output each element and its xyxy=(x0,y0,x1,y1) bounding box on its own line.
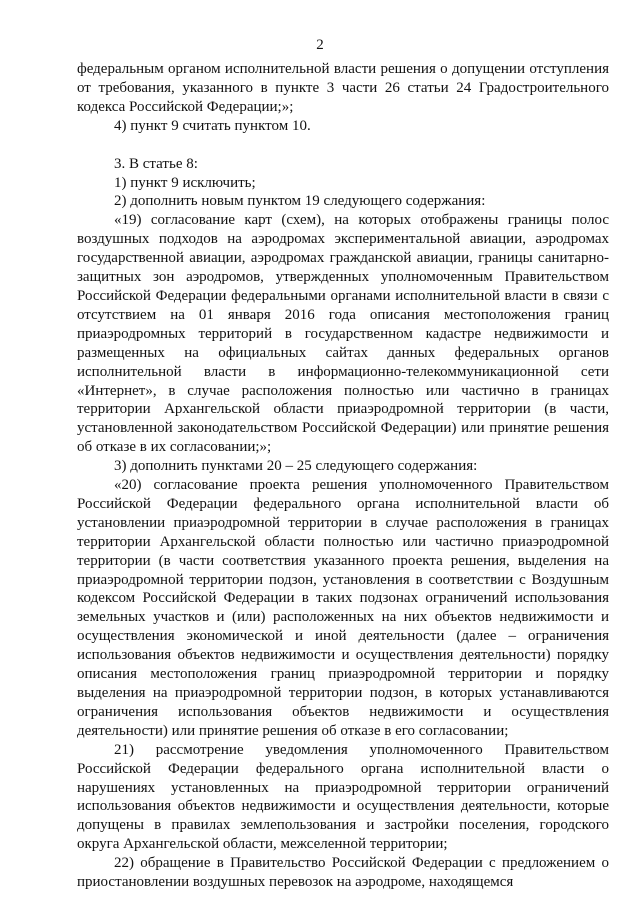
paragraph-article-8-heading: 3. В статье 8: xyxy=(114,155,198,172)
paragraph-item-2: 2) дополнить новым пунктом 19 следующего содержания: xyxy=(114,193,486,210)
paragraph-item-3: 3) дополнить пунктами 20 – 25 следующего содержания: xyxy=(114,458,478,475)
paragraph-point-21: 21) рассмотрение уведомления уполномоченного Правительством Российской Федерации федерального органа исполнительной власти о нарушениях установленных на приаэродромной территории ограничений использования объектов недвижимости и осуществления деятельности, которые допущены в правилах землепользования и застройки поселения, городского округа Архангельской области, межселенной территории; xyxy=(77,741,609,853)
paragraph-gap xyxy=(77,136,609,155)
paragraph-point-22: 22) обращение в Правительство Российской Федерации с предложением о приостановлении воздушных перевозок на аэродроме, находящемся xyxy=(77,855,609,891)
paragraph-continuation: федеральным органом исполнительной власти решения о допущении отступления от требования, указанного в пункте 3 части 26 статьи 24 Градостроительного кодекса Российской Федерации;»; xyxy=(77,61,609,115)
paragraph-item-4: 4) пункт 9 считать пунктом 10. xyxy=(114,117,311,134)
paragraph-point-19: «19) согласование карт (схем), на которых отображены границы полос воздушных подходов на аэродромах экспериментальной авиации, аэродромах государственной авиации, аэродромах гражданской авиации, границы санитарно-защитных зон аэродромов, утвержденных уполномоченным Правительством Российской Федерации федеральными органами исполнительной власти в связи с отсутствием на 01 января 2016 года описания местоположения границ приаэродромных территорий в государственном кадастре недвижимости и размещенных на официальных сайтах данных федеральных органов исполнительной власти в информационно-телекоммуникационной сети «Интернет», в случае расположения полностью или частично в границах территории Архангельской области приаэродромной территории (в части, установленной законодательством Российской Федерации) или принятие решения об отказе в их согласовании;»; xyxy=(77,212,609,456)
paragraph-item-1: 1) пункт 9 исключить; xyxy=(114,174,256,191)
page-number: 2 xyxy=(316,37,324,53)
document-body xyxy=(77,60,609,892)
paragraph-point-20: «20) согласование проекта решения уполномоченного Правительством Российской Федерации федерального органа исполнительной власти об установлении приаэродромной территории в случае расположения в границах территории Архангельской области полностью или частично приаэродромной территории (в части соответствия указанного проекта решения, выделения на приаэродромной территории подзон, установления в соответствии с Воздушным кодексом Российской Федерации в таких подзонах ограничений использования земельных участков и (или) расположенных на них объектов недвижимости и осуществления экономической и иной деятельности (далее – ограничения использования объектов недвижимости и осуществления деятельности) порядку описания местоположения границ приаэродромной территории и порядку выделения на приаэродромной территории подзон, в которых устанавливаются ограничения использования объектов недвижимости и осуществления деятельности) или принятие решения об отказе в его согласовании; xyxy=(77,477,609,739)
